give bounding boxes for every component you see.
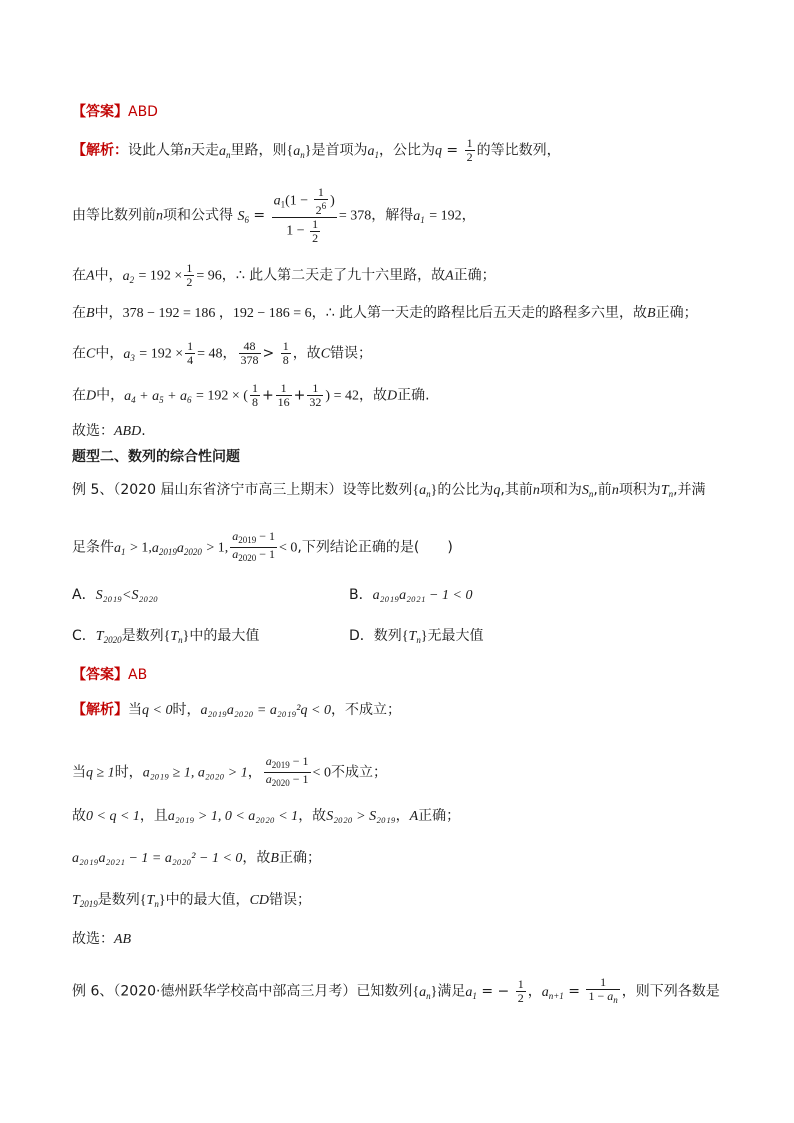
text: ，: [247, 764, 262, 781]
analysis-line-C: 在C中，$a_3 = 192$ × $\frac{1}{4}$ = 48， $\frac{48}{378}$ > $\frac{1}{8}$ ，故C错误；: [72, 339, 373, 367]
text: 例 5、（2020 届山东省济宁市高三上期末）设等比数列: [72, 482, 413, 498]
text: = 192 × (: [195, 388, 248, 404]
text: ，公比为: [378, 142, 435, 159]
text: a₂₀₁₉a₂₀₂₁ − 1 = a₂₀₂₀² − 1 < 0: [72, 851, 243, 866]
text: 时，: [114, 764, 143, 781]
answer-tag: 【答案】: [72, 104, 128, 120]
analysis-line-2: 由等比数列前n项和公式得 $S_6$ = $a_1(1$ − $\frac{1}{2^6}$ ) 1 − $\frac{1}{2}$ = 378，解得$a_1 = 192$，: [72, 185, 476, 245]
text: 错误；: [269, 892, 312, 908]
ex5-step-3: [72, 807, 460, 826]
text: 正确；: [655, 305, 698, 321]
text: ，∴ 此人第一天走的路程比后五天走的路程多六里，故: [311, 305, 648, 321]
text: ，: [395, 808, 410, 824]
text: ，解得: [371, 207, 414, 224]
example6-intro: 例 6、（2020·德州跃华学校高中部高三月考）已知数列$\{a_n\}$满足$a_1$ = − $\frac{1}{2}$ ，$a_{n+1}$ = $\frac{1}{1 - a_n}$ ，则下列各数是: [72, 975, 720, 1005]
text: 例 6、（2020·德州跃华学校高中部高三月考）已知数列: [72, 983, 413, 1000]
analysis-line-B: 在B中，378 − 192 = 186 ，192 − 186 = 6，∴ 此人第一天走的路程比后五天走的路程多六里，故B正确；: [72, 305, 698, 321]
text: ，不成立；: [330, 702, 401, 718]
section-title: 题型二、数列的综合性问题: [72, 449, 240, 465]
text: a₂₀₁₉ > 1, 0 < a₂₀₂₀ < 1: [167, 809, 299, 824]
text: 在: [72, 267, 86, 284]
text: 天走: [191, 142, 219, 159]
text: 正确；: [418, 808, 461, 824]
text: = 192 ×: [139, 346, 184, 362]
text: 正确；: [278, 850, 321, 866]
text: 正确.: [397, 387, 430, 404]
analysis-line-A: 在A中，$a_2 = 192$ × $\frac{1}{2}$ = 96，∴ 此人第二天走了九十六里路，故A正确；: [72, 261, 496, 289]
text: ，: [461, 207, 476, 224]
option-A: [72, 586, 158, 605]
text: 无最大值: [427, 628, 484, 644]
ex5-step-5: $T_{2019}$是数列$\{T_n\}$中的最大值，CD错误；: [72, 892, 312, 909]
text: S₂₀₂₀ > S₂₀₁₉: [326, 809, 396, 824]
text: 里路，则: [230, 142, 287, 159]
analysis-tag: 【解析】: [72, 702, 128, 718]
text: 中，: [95, 345, 124, 362]
text: ,前: [593, 482, 612, 498]
text: = 378: [338, 208, 372, 224]
text: a₂₀₁₉ ≥ 1, a₂₀₂₀ > 1: [142, 765, 248, 781]
option-label: D．: [349, 628, 374, 644]
text: = 192 ×: [138, 268, 183, 284]
text: AB: [114, 932, 132, 947]
text: 设此人第: [128, 142, 184, 159]
choice-line-q4: [72, 422, 146, 441]
option-C: C．$T_{2020}$是数列$\{T_n\}$中的最大值: [72, 628, 260, 645]
text: 378 − 192 = 186 ，192 − 186 = 6: [122, 306, 312, 321]
text: ，且: [139, 808, 168, 824]
option-text: S₂₀₁₉<S₂₀₂₀: [95, 588, 158, 603]
answer-value: ABD: [128, 104, 158, 120]
analysis-tag: 【解析：: [72, 142, 128, 159]
text: 故选：: [72, 931, 114, 947]
answer-line-ex5: [72, 666, 147, 684]
text: 中的最大值: [189, 628, 260, 644]
analysis-line-D: 在D中，$a_4 + a_5 + a_6 = 192$ × ( $\frac{1}{8}$ + $\frac{1}{16}$ + $\frac{1}{32}$ ) = 42，故D正确.: [72, 381, 430, 409]
option-text: a₂₀₁₉a₂₀₂₁ − 1 < 0: [372, 588, 473, 603]
text: 是首项为: [311, 142, 368, 159]
text: ) = 42: [325, 388, 359, 404]
text: < 0: [279, 540, 298, 556]
text: ，故: [242, 850, 271, 866]
text: CD: [249, 893, 270, 908]
option-label: A．: [72, 587, 96, 603]
text: ，则下列各数是: [621, 983, 720, 1000]
text: ，故: [292, 345, 321, 362]
text: = 96: [196, 268, 222, 284]
text: > 1,: [129, 540, 152, 556]
text: 项积为: [618, 482, 661, 498]
text: q ≥ 1: [86, 765, 115, 781]
text: 中，: [96, 387, 125, 404]
option-B: [349, 586, 472, 605]
text: ，故: [358, 387, 387, 404]
text: 0 < q < 1: [86, 809, 140, 824]
text: 是数列: [97, 892, 140, 908]
option-label: C．: [72, 628, 96, 644]
text: 错误；: [330, 345, 373, 362]
text: A: [409, 809, 419, 824]
option-label: B．: [349, 587, 373, 603]
text: 在: [72, 345, 86, 362]
answer-line-q4: [72, 103, 158, 121]
text: = 192: [429, 208, 462, 224]
ex5-step-2: 当q ≥ 1时，a₂₀₁₉ ≥ 1, a₂₀₂₀ > 1， $\frac{a_{2019} - 1}{a_{2020} - 1}$ < 0不成立；: [72, 754, 387, 788]
option-D: D．数列$\{T_n\}$无最大值: [349, 628, 484, 645]
text: = 48: [197, 346, 223, 362]
text: 是数列: [121, 628, 164, 644]
text: 的公比为: [437, 482, 494, 498]
text: 数列: [373, 628, 402, 644]
text: 足条件: [72, 539, 114, 556]
text: 中的最大值，: [165, 892, 250, 908]
text: 正确；: [453, 267, 496, 284]
text: 的等比数列，: [476, 142, 561, 159]
text: 不成立；: [330, 764, 387, 781]
text: ,并满: [673, 482, 706, 498]
text: ，: [222, 345, 237, 362]
text: a₂₀₁₉a₂₀₂₀ = a₂₀₁₉²q < 0: [200, 703, 331, 718]
text: 故: [72, 808, 86, 824]
text: > 1,: [206, 540, 229, 556]
text: q < 0: [142, 703, 173, 718]
text: 由等比数列前: [72, 207, 156, 224]
answer-value: AB: [128, 667, 148, 683]
text: B: [270, 851, 279, 866]
analysis-line-1: 【解析：设此人第n天走$a_n$里路，则$\{a_n\}$是首项为$a_1$，公比为q = $\frac{1}{2}$ 的等比数列，: [72, 136, 561, 164]
text: 故选：: [72, 423, 114, 439]
text: 在: [72, 305, 86, 321]
text: 当: [72, 764, 86, 781]
text: 其前: [504, 482, 533, 498]
ex5-step-1: [72, 701, 401, 720]
text: 项和为: [539, 482, 582, 498]
example5-condition: 足条件$a_1 > 1,a_{2019}a_{2020} > 1$, $\frac{a_{2019} - 1}{a_{2020} - 1}$ < 0,下列结论正确的是( ): [72, 529, 453, 563]
answer-tag: 【答案】: [72, 667, 128, 683]
text: .: [141, 423, 146, 439]
text: 时，: [172, 702, 201, 718]
text: ，: [527, 983, 542, 1000]
ex5-step-4: [72, 849, 321, 868]
text: 在: [72, 387, 86, 404]
text: ，故: [298, 808, 327, 824]
text: 满足: [437, 983, 466, 1000]
text: 当: [128, 702, 142, 718]
text: < 0: [312, 765, 331, 781]
choice-line-ex5: [72, 930, 131, 949]
example5-intro: 例 5、（2020 届山东省济宁市高三上期末）设等比数列$\{a_n\}$的公比为q,其前n项和为$S_n$,前n项积为$T_n$,并满: [72, 482, 706, 499]
text: 中，: [94, 267, 123, 284]
text: ，∴ 此人第二天走了九十六里路，故: [221, 267, 446, 284]
text: 中，: [94, 305, 123, 321]
text: ,下列结论正确的是( ): [297, 539, 453, 556]
text: 项和公式得: [163, 207, 233, 224]
text: ABD: [114, 424, 142, 439]
